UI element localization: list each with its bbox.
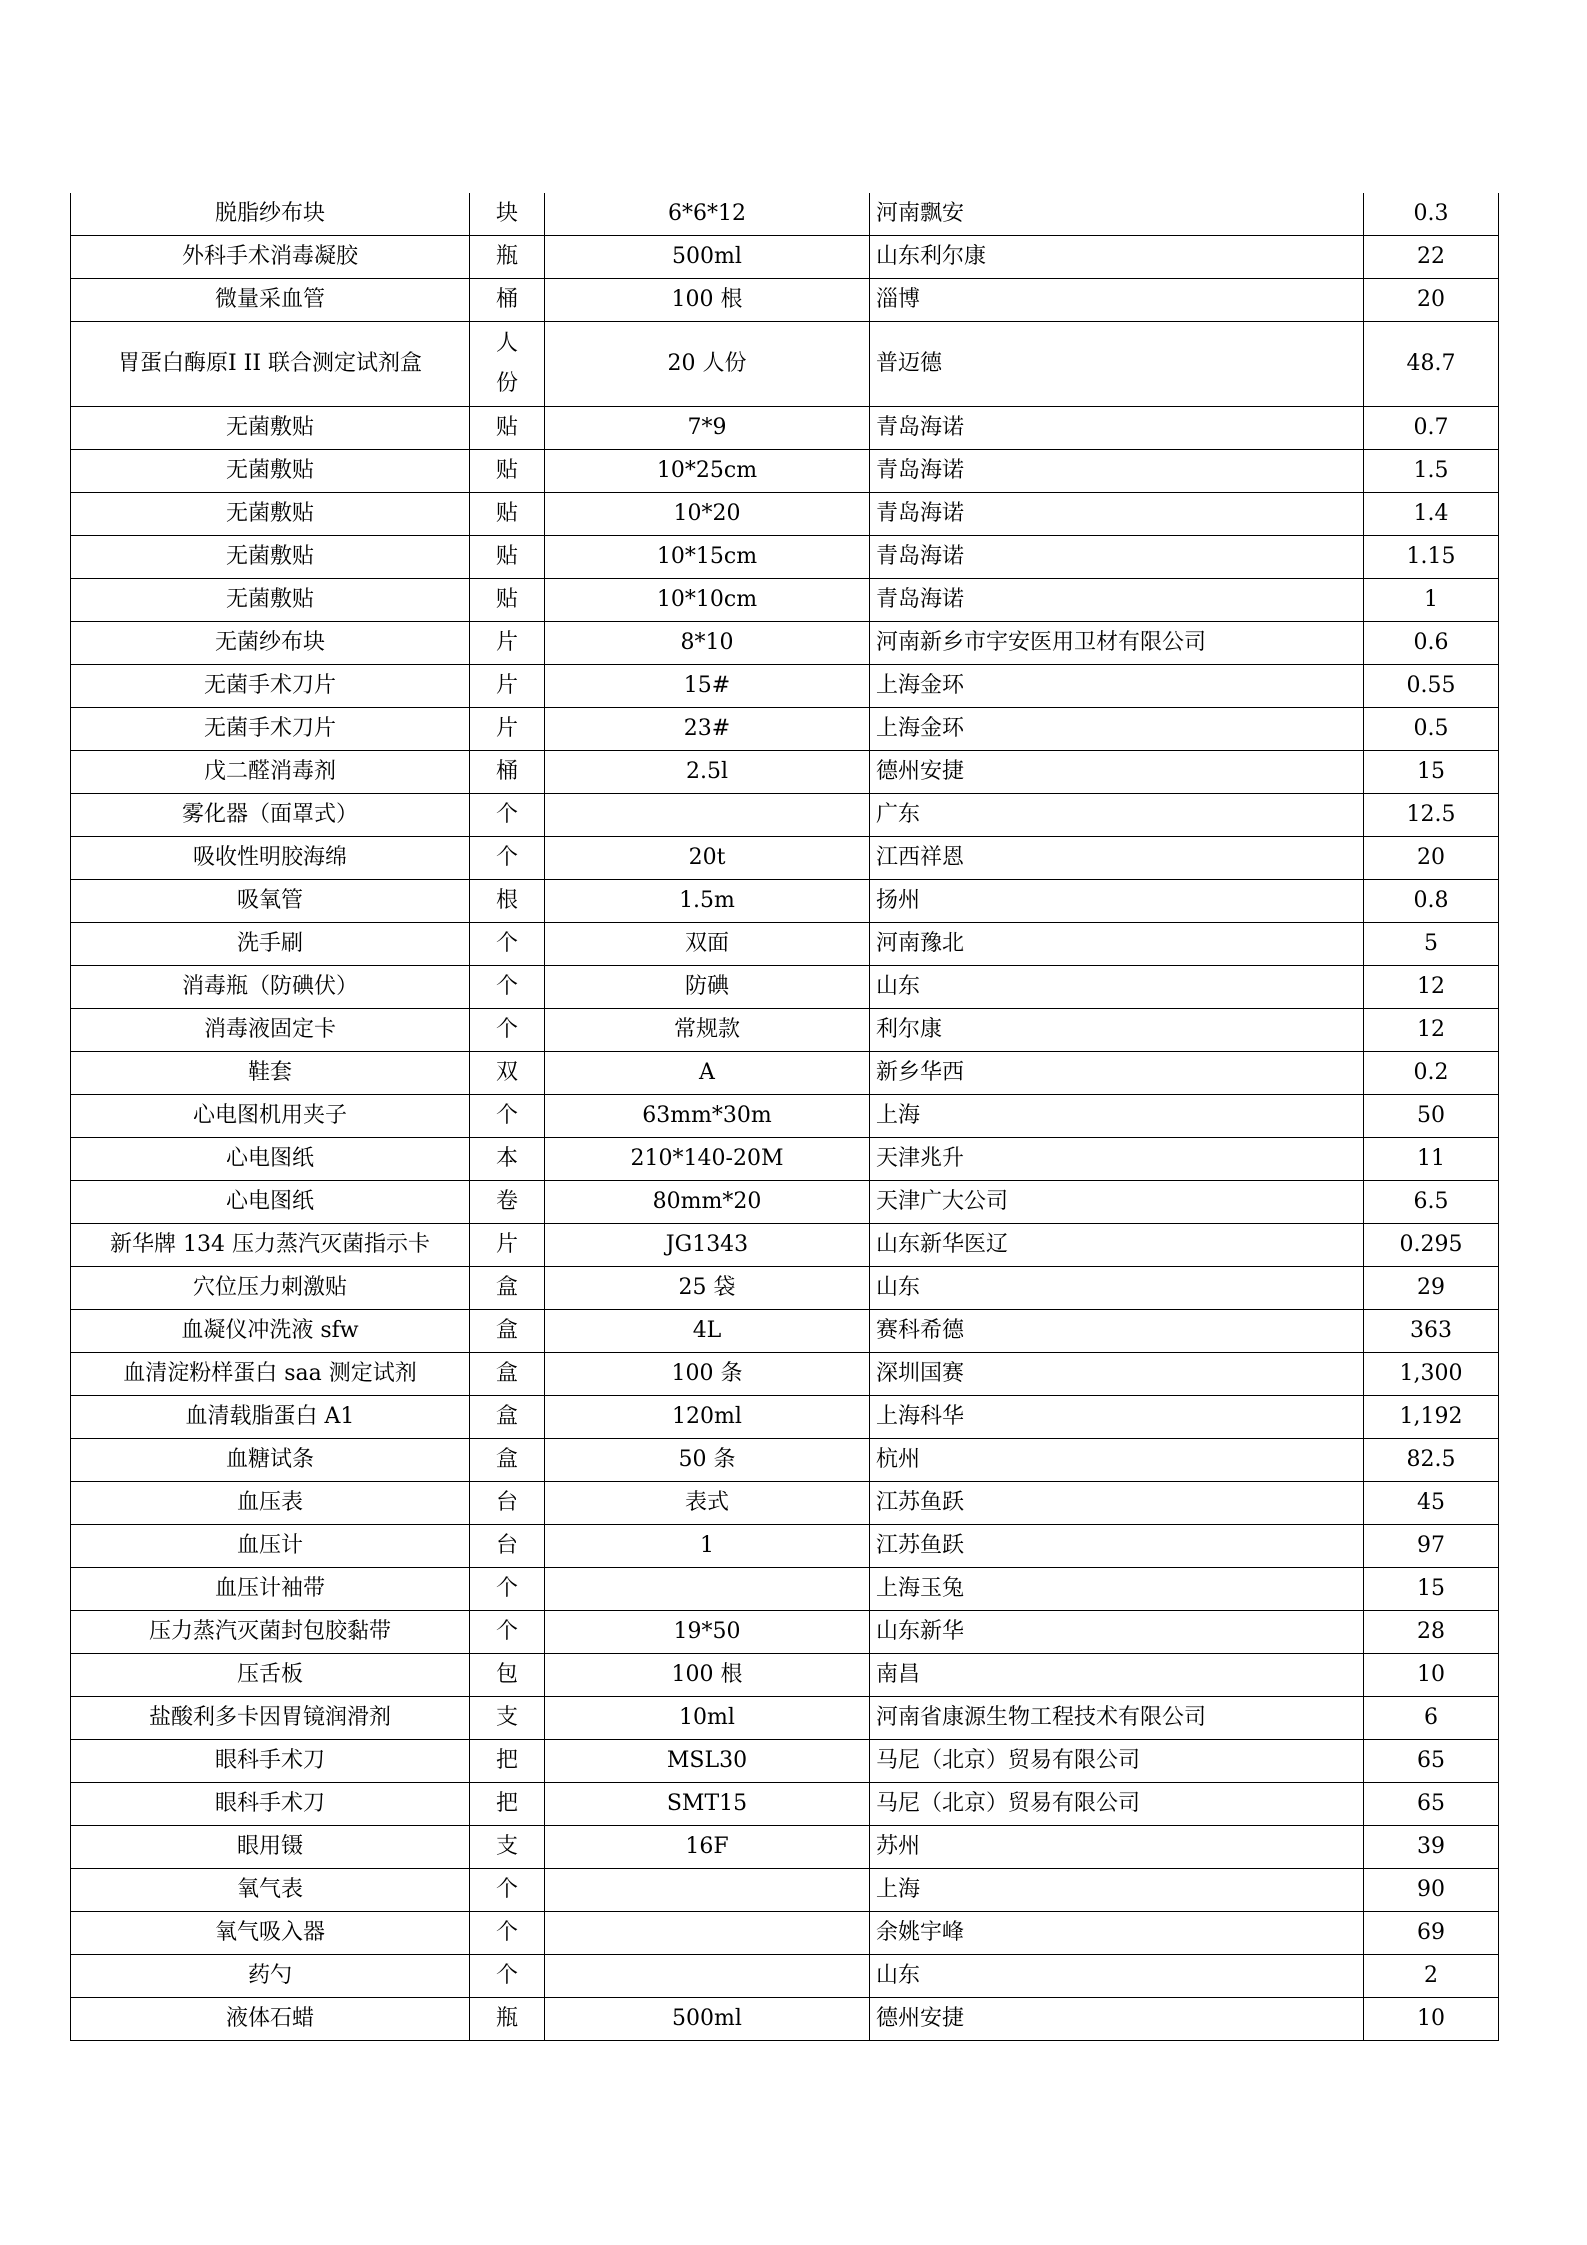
manufacturer-cell: 青岛海诺	[870, 493, 1364, 536]
manufacturer-cell: 江苏鱼跃	[870, 1482, 1364, 1525]
manufacturer-cell: 天津兆升	[870, 1138, 1364, 1181]
manufacturer-cell: 南昌	[870, 1654, 1364, 1697]
spec-cell: 10ml	[545, 1697, 870, 1740]
spec-cell: 25 袋	[545, 1267, 870, 1310]
unit-cell: 把	[470, 1740, 545, 1783]
price-cell: 1.5	[1364, 450, 1499, 493]
table-row	[71, 751, 1499, 794]
price-cell: 65	[1364, 1783, 1499, 1826]
item-name-cell: 新华牌 134 压力蒸汽灭菌指示卡	[71, 1224, 470, 1267]
unit-cell: 桶	[470, 751, 545, 794]
price-cell: 11	[1364, 1138, 1499, 1181]
spec-cell: 15#	[545, 665, 870, 708]
unit-cell: 把	[470, 1783, 545, 1826]
manufacturer-cell: 马尼（北京）贸易有限公司	[870, 1740, 1364, 1783]
manufacturer-cell: 天津广大公司	[870, 1181, 1364, 1224]
unit-cell: 片	[470, 1224, 545, 1267]
price-cell: 0.7	[1364, 407, 1499, 450]
spec-cell: 4L	[545, 1310, 870, 1353]
table-row	[71, 1654, 1499, 1697]
price-cell: 69	[1364, 1912, 1499, 1955]
spec-cell: 63mm*30m	[545, 1095, 870, 1138]
unit-cell: 贴	[470, 493, 545, 536]
unit-cell: 个	[470, 1955, 545, 1998]
item-name-cell: 眼科手术刀	[71, 1783, 470, 1826]
item-name-cell: 无菌敷贴	[71, 407, 470, 450]
table-row	[71, 923, 1499, 966]
spec-cell: 20 人份	[545, 322, 870, 407]
table-row	[71, 1525, 1499, 1568]
manufacturer-cell: 上海金环	[870, 665, 1364, 708]
item-name-cell: 洗手刷	[71, 923, 470, 966]
unit-cell: 台	[470, 1482, 545, 1525]
item-name-cell: 脱脂纱布块	[71, 193, 470, 236]
spec-cell	[545, 1955, 870, 1998]
price-cell: 363	[1364, 1310, 1499, 1353]
price-cell: 1.4	[1364, 493, 1499, 536]
table-row	[71, 322, 1499, 407]
spec-cell: 100 条	[545, 1353, 870, 1396]
price-cell: 0.6	[1364, 622, 1499, 665]
item-name-cell: 眼科手术刀	[71, 1740, 470, 1783]
price-cell: 0.55	[1364, 665, 1499, 708]
table-row	[71, 1783, 1499, 1826]
table-row	[71, 1697, 1499, 1740]
table-row	[71, 1912, 1499, 1955]
manufacturer-cell: 德州安捷	[870, 751, 1364, 794]
item-name-cell: 雾化器（面罩式）	[71, 794, 470, 837]
item-name-cell: 氧气表	[71, 1869, 470, 1912]
spec-cell: 19*50	[545, 1611, 870, 1654]
item-name-cell: 戊二醛消毒剂	[71, 751, 470, 794]
manufacturer-cell: 德州安捷	[870, 1998, 1364, 2041]
table-row	[71, 1310, 1499, 1353]
item-name-cell: 无菌敷贴	[71, 450, 470, 493]
manufacturer-cell: 山东新华医辽	[870, 1224, 1364, 1267]
spec-cell: JG1343	[545, 1224, 870, 1267]
spec-cell	[545, 1912, 870, 1955]
manufacturer-cell: 上海金环	[870, 708, 1364, 751]
unit-cell: 个	[470, 966, 545, 1009]
spec-cell: 23#	[545, 708, 870, 751]
spec-cell: 100 根	[545, 279, 870, 322]
price-cell: 65	[1364, 1740, 1499, 1783]
price-cell: 90	[1364, 1869, 1499, 1912]
table-row	[71, 1095, 1499, 1138]
spec-cell: 表式	[545, 1482, 870, 1525]
price-cell: 1.15	[1364, 536, 1499, 579]
table-row	[71, 1998, 1499, 2041]
unit-cell: 贴	[470, 450, 545, 493]
item-name-cell: 血压计	[71, 1525, 470, 1568]
price-cell: 48.7	[1364, 322, 1499, 407]
manufacturer-cell: 河南省康源生物工程技术有限公司	[870, 1697, 1364, 1740]
item-name-cell: 压力蒸汽灭菌封包胶黏带	[71, 1611, 470, 1654]
price-cell: 20	[1364, 837, 1499, 880]
spec-cell: 防碘	[545, 966, 870, 1009]
table-row	[71, 236, 1499, 279]
unit-cell: 片	[470, 708, 545, 751]
item-name-cell: 血糖试条	[71, 1439, 470, 1482]
table-row	[71, 450, 1499, 493]
table-row	[71, 1009, 1499, 1052]
manufacturer-cell: 河南豫北	[870, 923, 1364, 966]
table-row	[71, 536, 1499, 579]
manufacturer-cell: 江西祥恩	[870, 837, 1364, 880]
manufacturer-cell: 苏州	[870, 1826, 1364, 1869]
item-name-cell: 胃蛋白酶原Ⅰ II 联合测定试剂盒	[71, 322, 470, 407]
unit-cell: 个	[470, 1568, 545, 1611]
manufacturer-cell: 深圳国赛	[870, 1353, 1364, 1396]
table-row	[71, 1396, 1499, 1439]
table-row	[71, 1955, 1499, 1998]
price-cell: 12	[1364, 966, 1499, 1009]
item-name-cell: 盐酸利多卡因胃镜润滑剂	[71, 1697, 470, 1740]
price-cell: 15	[1364, 751, 1499, 794]
unit-cell: 支	[470, 1826, 545, 1869]
unit-cell: 个	[470, 794, 545, 837]
item-name-cell: 心电图纸	[71, 1138, 470, 1181]
price-cell: 0.5	[1364, 708, 1499, 751]
spec-cell: 500ml	[545, 1998, 870, 2041]
unit-cell: 个	[470, 1912, 545, 1955]
manufacturer-cell: 山东	[870, 966, 1364, 1009]
table-row	[71, 1181, 1499, 1224]
spec-cell: 120ml	[545, 1396, 870, 1439]
manufacturer-cell: 山东利尔康	[870, 236, 1364, 279]
spec-cell	[545, 1869, 870, 1912]
unit-cell: 盒	[470, 1267, 545, 1310]
table-row	[71, 193, 1499, 236]
price-cell: 1,192	[1364, 1396, 1499, 1439]
item-name-cell: 氧气吸入器	[71, 1912, 470, 1955]
spec-cell: 80mm*20	[545, 1181, 870, 1224]
manufacturer-cell: 新乡华西	[870, 1052, 1364, 1095]
table-row	[71, 837, 1499, 880]
unit-cell: 块	[470, 193, 545, 236]
unit-cell: 盒	[470, 1353, 545, 1396]
spec-cell: 10*15cm	[545, 536, 870, 579]
item-name-cell: 心电图机用夹子	[71, 1095, 470, 1138]
item-name-cell: 心电图纸	[71, 1181, 470, 1224]
price-cell: 97	[1364, 1525, 1499, 1568]
item-name-cell: 无菌手术刀片	[71, 708, 470, 751]
manufacturer-cell: 马尼（北京）贸易有限公司	[870, 1783, 1364, 1826]
price-cell: 6	[1364, 1697, 1499, 1740]
spec-cell: A	[545, 1052, 870, 1095]
price-cell: 20	[1364, 279, 1499, 322]
item-name-cell: 穴位压力刺激贴	[71, 1267, 470, 1310]
item-name-cell: 鞋套	[71, 1052, 470, 1095]
table-row	[71, 966, 1499, 1009]
spec-cell	[545, 794, 870, 837]
spec-cell: 8*10	[545, 622, 870, 665]
table-row	[71, 579, 1499, 622]
unit-cell: 盒	[470, 1439, 545, 1482]
spec-cell: 20t	[545, 837, 870, 880]
manufacturer-cell: 青岛海诺	[870, 579, 1364, 622]
table-row	[71, 794, 1499, 837]
spec-cell: 10*25cm	[545, 450, 870, 493]
item-name-cell: 外科手术消毒凝胶	[71, 236, 470, 279]
spec-cell: MSL30	[545, 1740, 870, 1783]
manufacturer-cell: 山东	[870, 1955, 1364, 1998]
manufacturer-cell: 普迈德	[870, 322, 1364, 407]
unit-cell: 双	[470, 1052, 545, 1095]
manufacturer-cell: 上海玉兔	[870, 1568, 1364, 1611]
table-body	[71, 193, 1499, 2041]
manufacturer-cell: 广东	[870, 794, 1364, 837]
table-row	[71, 279, 1499, 322]
item-name-cell: 消毒液固定卡	[71, 1009, 470, 1052]
item-name-cell: 药勺	[71, 1955, 470, 1998]
table-row	[71, 1482, 1499, 1525]
spec-cell: 2.5l	[545, 751, 870, 794]
item-name-cell: 血压计袖带	[71, 1568, 470, 1611]
item-name-cell: 血清载脂蛋白 A1	[71, 1396, 470, 1439]
spec-cell: 常规款	[545, 1009, 870, 1052]
spec-cell: 210*140-20M	[545, 1138, 870, 1181]
table-row	[71, 1869, 1499, 1912]
item-name-cell: 无菌敷贴	[71, 579, 470, 622]
manufacturer-cell: 上海科华	[870, 1396, 1364, 1439]
unit-cell: 贴	[470, 536, 545, 579]
unit-cell: 个	[470, 923, 545, 966]
unit-cell: 个	[470, 1869, 545, 1912]
price-cell: 28	[1364, 1611, 1499, 1654]
price-cell: 82.5	[1364, 1439, 1499, 1482]
item-name-cell: 吸收性明胶海绵	[71, 837, 470, 880]
price-cell: 10	[1364, 1998, 1499, 2041]
unit-cell: 包	[470, 1654, 545, 1697]
spec-cell	[545, 1568, 870, 1611]
table-row	[71, 493, 1499, 536]
item-name-cell: 吸氧管	[71, 880, 470, 923]
price-cell: 12	[1364, 1009, 1499, 1052]
price-cell: 0.3	[1364, 193, 1499, 236]
manufacturer-cell: 杭州	[870, 1439, 1364, 1482]
price-cell: 15	[1364, 1568, 1499, 1611]
manufacturer-cell: 上海	[870, 1869, 1364, 1912]
table-row	[71, 1611, 1499, 1654]
unit-cell: 盒	[470, 1310, 545, 1353]
table-row	[71, 880, 1499, 923]
manufacturer-cell: 青岛海诺	[870, 407, 1364, 450]
unit-cell: 个	[470, 1095, 545, 1138]
table-row	[71, 1052, 1499, 1095]
item-name-cell: 无菌手术刀片	[71, 665, 470, 708]
item-name-cell: 无菌敷贴	[71, 536, 470, 579]
price-cell: 39	[1364, 1826, 1499, 1869]
price-cell: 29	[1364, 1267, 1499, 1310]
unit-cell: 支	[470, 1697, 545, 1740]
unit-cell: 瓶	[470, 1998, 545, 2041]
unit-cell: 本	[470, 1138, 545, 1181]
table-row	[71, 708, 1499, 751]
spec-cell: 10*20	[545, 493, 870, 536]
spec-cell: 10*10cm	[545, 579, 870, 622]
price-cell: 45	[1364, 1482, 1499, 1525]
manufacturer-cell: 淄博	[870, 279, 1364, 322]
manufacturer-cell: 河南飘安	[870, 193, 1364, 236]
item-name-cell: 血清淀粉样蛋白 saa 测定试剂	[71, 1353, 470, 1396]
table-row	[71, 665, 1499, 708]
manufacturer-cell: 余姚宇峰	[870, 1912, 1364, 1955]
table-row	[71, 1826, 1499, 1869]
price-cell: 0.8	[1364, 880, 1499, 923]
item-name-cell: 眼用镊	[71, 1826, 470, 1869]
table-row	[71, 1267, 1499, 1310]
table-row	[71, 622, 1499, 665]
unit-cell: 盒	[470, 1396, 545, 1439]
table-row	[71, 1353, 1499, 1396]
unit-cell: 贴	[470, 407, 545, 450]
spec-cell: 500ml	[545, 236, 870, 279]
manufacturer-cell: 扬州	[870, 880, 1364, 923]
manufacturer-cell: 利尔康	[870, 1009, 1364, 1052]
price-cell: 10	[1364, 1654, 1499, 1697]
price-cell: 5	[1364, 923, 1499, 966]
table-row	[71, 1740, 1499, 1783]
spec-cell: 16F	[545, 1826, 870, 1869]
unit-cell: 片	[470, 622, 545, 665]
manufacturer-cell: 江苏鱼跃	[870, 1525, 1364, 1568]
unit-cell: 个	[470, 837, 545, 880]
spec-cell: 1.5m	[545, 880, 870, 923]
item-name-cell: 消毒瓶（防碘伏）	[71, 966, 470, 1009]
item-name-cell: 血压表	[71, 1482, 470, 1525]
supplies-price-table	[70, 193, 1499, 2041]
manufacturer-cell: 青岛海诺	[870, 536, 1364, 579]
unit-cell: 台	[470, 1525, 545, 1568]
manufacturer-cell: 青岛海诺	[870, 450, 1364, 493]
price-cell: 1	[1364, 579, 1499, 622]
item-name-cell: 无菌纱布块	[71, 622, 470, 665]
spec-cell: 7*9	[545, 407, 870, 450]
table-row	[71, 1568, 1499, 1611]
unit-cell: 个	[470, 1009, 545, 1052]
unit-cell: 卷	[470, 1181, 545, 1224]
manufacturer-cell: 山东	[870, 1267, 1364, 1310]
item-name-cell: 压舌板	[71, 1654, 470, 1697]
manufacturer-cell: 上海	[870, 1095, 1364, 1138]
item-name-cell: 液体石蜡	[71, 1998, 470, 2041]
item-name-cell: 微量采血管	[71, 279, 470, 322]
price-cell: 50	[1364, 1095, 1499, 1138]
price-cell: 0.2	[1364, 1052, 1499, 1095]
unit-cell: 根	[470, 880, 545, 923]
table-row	[71, 1138, 1499, 1181]
unit-cell: 贴	[470, 579, 545, 622]
table-row	[71, 407, 1499, 450]
price-cell: 2	[1364, 1955, 1499, 1998]
spec-cell: 1	[545, 1525, 870, 1568]
table-row	[71, 1224, 1499, 1267]
unit-cell: 片	[470, 665, 545, 708]
manufacturer-cell: 赛科希德	[870, 1310, 1364, 1353]
manufacturer-cell: 山东新华	[870, 1611, 1364, 1654]
manufacturer-cell: 河南新乡市宇安医用卫材有限公司	[870, 622, 1364, 665]
unit-cell: 瓶	[470, 236, 545, 279]
unit-cell: 人 份	[470, 322, 545, 407]
unit-cell: 桶	[470, 279, 545, 322]
item-name-cell: 无菌敷贴	[71, 493, 470, 536]
price-cell: 22	[1364, 236, 1499, 279]
spec-cell: 100 根	[545, 1654, 870, 1697]
price-cell: 1,300	[1364, 1353, 1499, 1396]
spec-cell: 6*6*12	[545, 193, 870, 236]
price-cell: 12.5	[1364, 794, 1499, 837]
item-name-cell: 血凝仪冲洗液 sfw	[71, 1310, 470, 1353]
spec-cell: 双面	[545, 923, 870, 966]
price-cell: 6.5	[1364, 1181, 1499, 1224]
spec-cell: SMT15	[545, 1783, 870, 1826]
spec-cell: 50 条	[545, 1439, 870, 1482]
table-row	[71, 1439, 1499, 1482]
price-cell: 0.295	[1364, 1224, 1499, 1267]
unit-cell: 个	[470, 1611, 545, 1654]
